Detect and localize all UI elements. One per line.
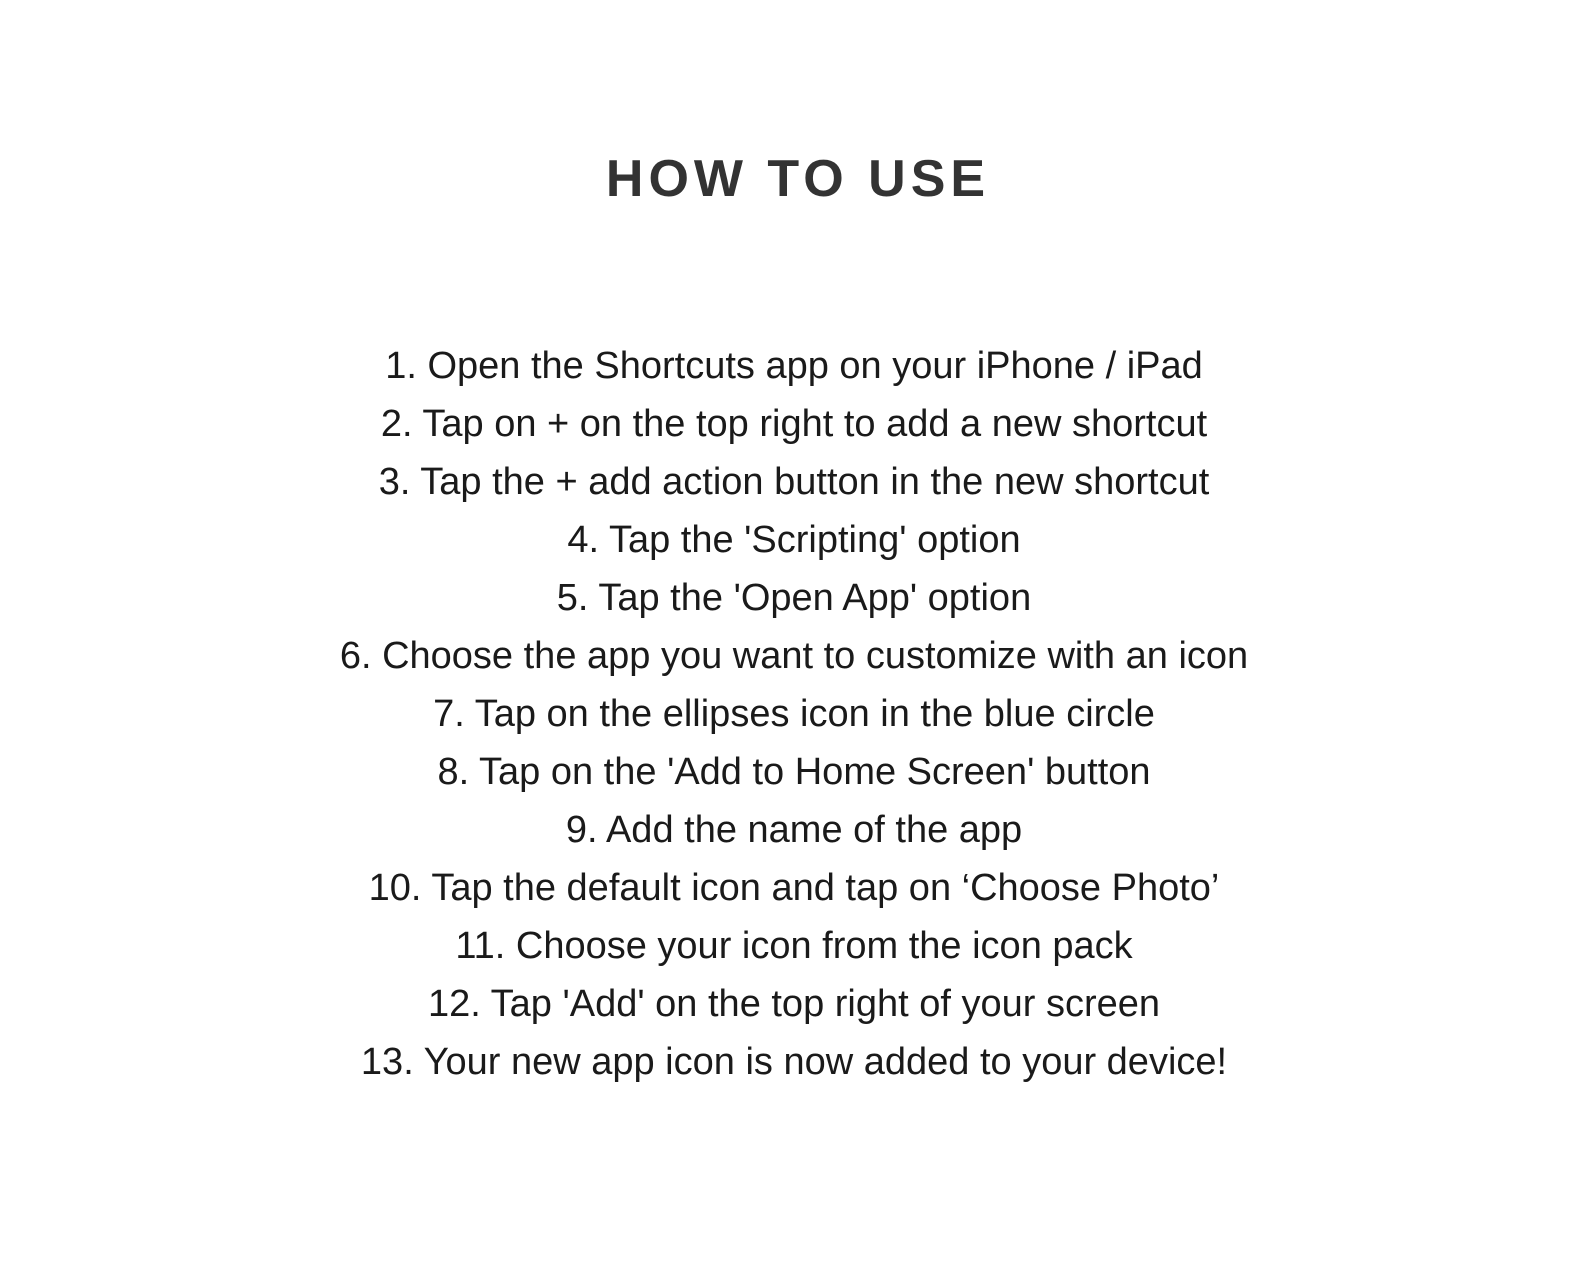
- step-item: 1. Open the Shortcuts app on your iPhone / iPad: [385, 344, 1203, 387]
- step-item: 3. Tap the + add action button in the new shortcut: [378, 460, 1210, 503]
- step-item: 2. Tap on + on the top right to add a new shortcut: [380, 402, 1208, 445]
- step-item: 5. Tap the 'Open App' option: [556, 576, 1032, 619]
- step-item: 12. Tap 'Add' on the top right of your screen: [427, 982, 1161, 1025]
- step-item: 6. Choose the app you want to customize with an icon: [339, 634, 1249, 677]
- step-item: 9. Add the name of the app: [565, 808, 1023, 851]
- step-item: 10. Tap the default icon and tap on ‘Choose Photo’: [368, 866, 1220, 909]
- step-item: 8. Tap on the 'Add to Home Screen' button: [437, 750, 1151, 793]
- steps-list: [340, 337, 1248, 1091]
- step-item: 7. Tap on the ellipses icon in the blue circle: [433, 692, 1155, 735]
- step-item: 13. Your new app icon is now added to your device!: [360, 1040, 1228, 1083]
- page-title: HOW TO USE: [605, 150, 991, 208]
- step-item: 11. Choose your icon from the icon pack: [455, 924, 1133, 967]
- step-item: 4. Tap the 'Scripting' option: [567, 518, 1021, 561]
